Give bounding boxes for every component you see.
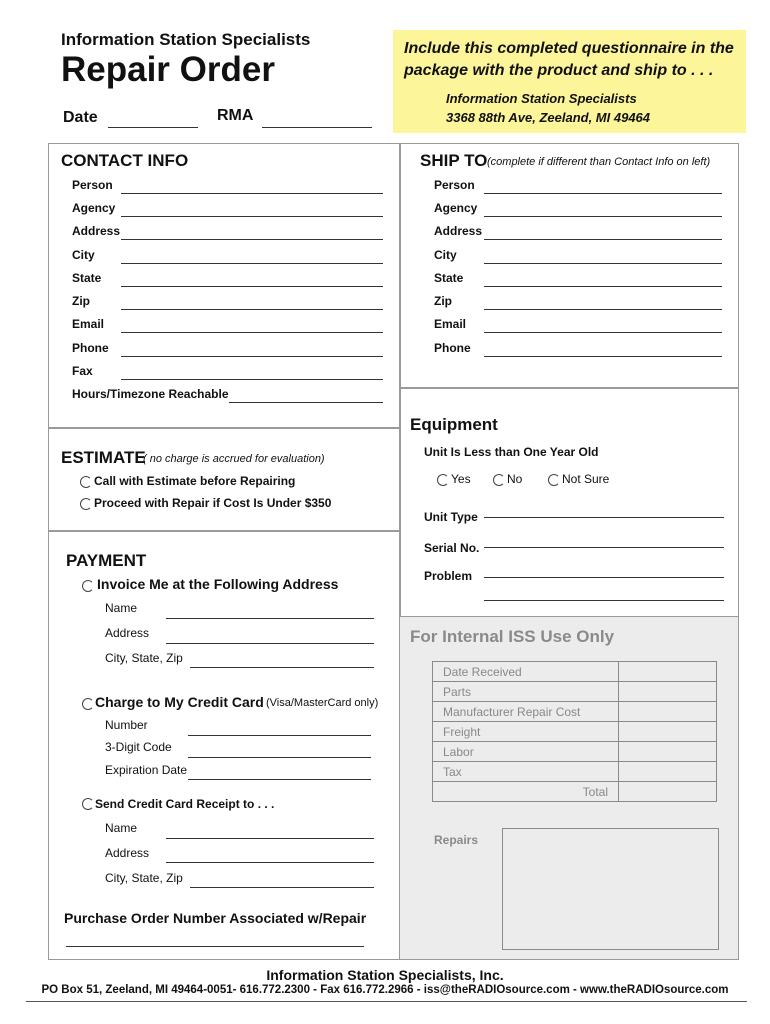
- labor-label: Labor: [433, 742, 619, 762]
- receipt-address-field[interactable]: [166, 862, 374, 863]
- shipping-notice: [393, 30, 746, 133]
- problem-field-1[interactable]: [484, 577, 724, 578]
- table-row: [433, 662, 717, 682]
- labor-value[interactable]: [619, 742, 717, 762]
- ship-address-field[interactable]: [484, 239, 722, 240]
- age-yes-radio[interactable]: [437, 474, 449, 486]
- ship-city-label: City: [434, 248, 457, 262]
- contact-city-label: City: [72, 248, 95, 262]
- ship-phone-label: Phone: [434, 341, 471, 355]
- date-received-value[interactable]: [619, 662, 717, 682]
- po-number-field[interactable]: [66, 946, 364, 947]
- rma-label: RMA: [217, 107, 254, 124]
- credit-card-note: (Visa/MasterCard only): [266, 697, 379, 709]
- ship-email-field[interactable]: [484, 332, 722, 333]
- ship-email-label: Email: [434, 317, 467, 331]
- ship-to-note: (complete if different than Contact Info on left): [487, 156, 711, 168]
- invoice-name-label: Name: [105, 601, 138, 615]
- repairs-label: Repairs: [434, 833, 479, 847]
- receipt-name-field[interactable]: [166, 838, 374, 839]
- payment-box: [48, 530, 401, 960]
- contact-address-label: Address: [72, 224, 121, 238]
- contact-info-heading: CONTACT INFO: [61, 151, 189, 170]
- ship-to-heading: SHIP TO: [420, 151, 488, 170]
- invoice-city-label: City, State, Zip: [105, 651, 183, 665]
- invoice-address-label: Address: [105, 626, 150, 640]
- footer-contact: PO Box 51, Zeeland, MI 49464-0051- 616.772.2300 - Fax 616.772.2966 - iss@theRADIOsource.com - www.theRADIOsource.com: [41, 984, 729, 996]
- serial-field[interactable]: [484, 547, 724, 548]
- ship-zip-field[interactable]: [484, 309, 722, 310]
- rma-field[interactable]: [262, 127, 372, 128]
- repairs-field[interactable]: [502, 828, 719, 950]
- table-row: [433, 742, 717, 762]
- card-number-label: Number: [105, 718, 148, 732]
- contact-address-field[interactable]: [121, 239, 383, 240]
- ship-phone-field[interactable]: [484, 356, 722, 357]
- contact-phone-label: Phone: [72, 341, 109, 355]
- ship-agency-field[interactable]: [484, 216, 722, 217]
- internal-use-heading: For Internal ISS Use Only: [410, 627, 615, 646]
- receipt-label: Send Credit Card Receipt to . . .: [95, 797, 275, 811]
- contact-phone-field[interactable]: [121, 356, 383, 357]
- contact-zip-label: Zip: [72, 294, 90, 308]
- mfr-repair-cost-label: Manufacturer Repair Cost: [433, 702, 619, 722]
- estimate-note: ( no charge is accrued for evaluation): [143, 453, 325, 465]
- table-row: [433, 782, 717, 802]
- problem-label: Problem: [424, 569, 473, 583]
- ship-state-field[interactable]: [484, 286, 722, 287]
- card-expiration-label: Expiration Date: [105, 763, 188, 777]
- invoice-address-field[interactable]: [166, 643, 374, 644]
- age-not-sure-radio[interactable]: [548, 474, 560, 486]
- contact-state-field[interactable]: [121, 286, 383, 287]
- invoice-name-field[interactable]: [166, 618, 374, 619]
- mfr-repair-cost-value[interactable]: [619, 702, 717, 722]
- card-code-label: 3-Digit Code: [105, 740, 172, 754]
- invoice-label: Invoice Me at the Following Address: [97, 576, 339, 592]
- contact-agency-label: Agency: [72, 201, 116, 215]
- date-field[interactable]: [108, 127, 198, 128]
- total-value[interactable]: [619, 782, 717, 802]
- footer-company: Information Station Specialists, Inc.: [266, 967, 504, 983]
- contact-zip-field[interactable]: [121, 309, 383, 310]
- freight-value[interactable]: [619, 722, 717, 742]
- tax-label: Tax: [433, 762, 619, 782]
- table-row: [433, 762, 717, 782]
- age-not-sure-label: Not Sure: [562, 472, 610, 486]
- card-expiration-field[interactable]: [188, 779, 371, 780]
- serial-label: Serial No.: [424, 541, 480, 555]
- total-label: Total: [433, 782, 619, 802]
- contact-agency-field[interactable]: [121, 216, 383, 217]
- age-no-label: No: [507, 472, 523, 486]
- contact-state-label: State: [72, 271, 102, 285]
- estimate-call-label: Call with Estimate before Repairing: [94, 474, 296, 488]
- company-name: Information Station Specialists: [61, 30, 311, 49]
- credit-card-radio[interactable]: [82, 698, 94, 710]
- receipt-city-field[interactable]: [190, 887, 374, 888]
- credit-card-label: Charge to My Credit Card: [95, 694, 264, 710]
- ship-address-label: Address: [434, 224, 483, 238]
- po-number-label: Purchase Order Number Associated w/Repair: [64, 910, 367, 926]
- notice-address-2: 3368 88th Ave, Zeeland, MI 49464: [446, 110, 651, 125]
- equipment-heading: Equipment: [410, 415, 498, 434]
- receipt-city-label: City, State, Zip: [105, 871, 183, 885]
- contact-person-field[interactable]: [121, 193, 383, 194]
- age-no-radio[interactable]: [493, 474, 505, 486]
- date-label: Date: [63, 109, 98, 126]
- receipt-name-label: Name: [105, 821, 138, 835]
- equipment-age-label: Unit Is Less than One Year Old: [424, 445, 599, 459]
- receipt-radio[interactable]: [82, 798, 94, 810]
- unit-type-field[interactable]: [484, 517, 724, 518]
- ship-person-label: Person: [434, 178, 475, 192]
- contact-hours-field[interactable]: [229, 402, 383, 403]
- date-received-label: Date Received: [433, 662, 619, 682]
- ship-city-field[interactable]: [484, 263, 722, 264]
- invoice-radio[interactable]: [82, 580, 94, 592]
- contact-hours-label: Hours/Timezone Reachable: [72, 387, 229, 401]
- estimate-call-radio[interactable]: [80, 476, 92, 488]
- age-yes-label: Yes: [451, 472, 471, 486]
- notice-line-2: package with the product and ship to . . .: [404, 62, 714, 79]
- estimate-heading: ESTIMATE: [61, 448, 146, 467]
- footer-divider: [26, 1001, 747, 1002]
- estimate-proceed-label: Proceed with Repair if Cost Is Under $350: [94, 496, 332, 510]
- contact-fax-label: Fax: [72, 364, 93, 378]
- internal-cost-table: [432, 661, 717, 802]
- contact-email-label: Email: [72, 317, 105, 331]
- page-title: Repair Order: [61, 50, 275, 89]
- table-row: [433, 682, 717, 702]
- receipt-address-label: Address: [105, 846, 150, 860]
- notice-address-1: Information Station Specialists: [446, 91, 637, 106]
- estimate-proceed-radio[interactable]: [80, 498, 92, 510]
- payment-heading: PAYMENT: [66, 551, 147, 570]
- tax-value[interactable]: [619, 762, 717, 782]
- table-row: [433, 702, 717, 722]
- ship-person-field[interactable]: [484, 193, 722, 194]
- contact-city-field[interactable]: [121, 263, 383, 264]
- card-code-field[interactable]: [188, 757, 371, 758]
- problem-field-2[interactable]: [484, 600, 724, 601]
- ship-state-label: State: [434, 271, 464, 285]
- ship-zip-label: Zip: [434, 294, 452, 308]
- ship-agency-label: Agency: [434, 201, 478, 215]
- unit-type-label: Unit Type: [424, 510, 478, 524]
- contact-person-label: Person: [72, 178, 113, 192]
- parts-value[interactable]: [619, 682, 717, 702]
- contact-email-field[interactable]: [121, 332, 383, 333]
- card-number-field[interactable]: [188, 735, 371, 736]
- notice-line-1: Include this completed questionnaire in the: [404, 40, 734, 57]
- freight-label: Freight: [433, 722, 619, 742]
- table-row: [433, 722, 717, 742]
- invoice-city-field[interactable]: [190, 667, 374, 668]
- contact-fax-field[interactable]: [121, 379, 383, 380]
- parts-label: Parts: [433, 682, 619, 702]
